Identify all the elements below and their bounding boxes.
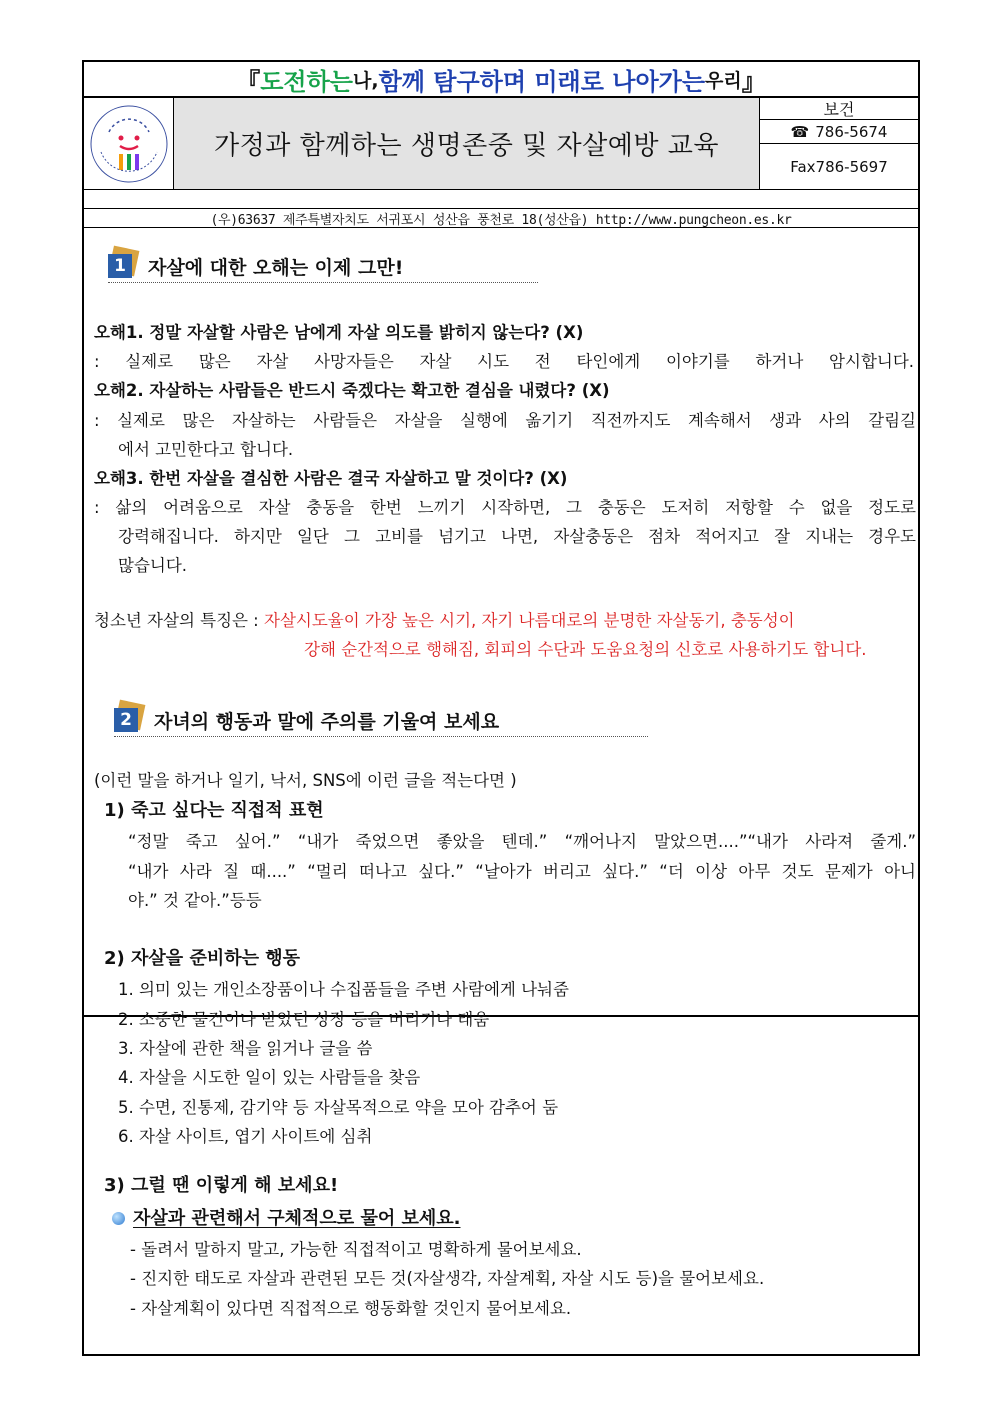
section-1-title: 자살에 대한 오해는 이제 그만! [148, 256, 404, 279]
blue-bullet-icon [112, 1212, 125, 1225]
tip-item: - 자살계획이 있다면 직접적으로 행동화할 것인지 물어보세요. [130, 1299, 572, 1318]
myth-2: 오해2. 자살하는 사람들은 반드시 죽겠다는 확고한 결심을 내렸다? (X) [94, 381, 610, 400]
myth-1: 오해1. 정말 자살할 사람은 남에게 자살 의도를 밝히지 않는다? (X) [94, 323, 584, 342]
answer-2-line-1: : 실제로 많은 자살하는 사람들은 자살을 실행에 옮기기 직전까지도 계속해서 생과 사의 갈림길 [94, 411, 916, 430]
telephone-icon: ☎ [790, 122, 810, 141]
school-motto [84, 62, 918, 98]
department-label: 보건 [760, 98, 918, 120]
prep-behavior-item: 4. 자살을 시도한 일이 있는 사람들을 찾음 [118, 1068, 421, 1087]
direct-expression-line-2: “내가 사라 질 때....” “멀리 떠나고 싶다.” “날아가 버리고 싶다.” “더 이상 아무 것도 문제가 아니 [128, 862, 916, 881]
answer-3-line-3: 많습니다. [118, 556, 188, 575]
motto-part-together: 함께 탐구하며 미래로 나아가는 [378, 67, 706, 96]
section-number-badge [108, 252, 136, 280]
motto-part-us: 우리 [705, 69, 742, 92]
section-2-title: 자녀의 행동과 말에 주의를 기울여 보세요 [154, 710, 500, 733]
subsection-2-title: 2) 자살을 준비하는 행동 [104, 948, 301, 969]
phone-row [760, 120, 918, 144]
answer-1: : 실제로 많은 자살 사망자들은 자살 시도 전 타인에게 이야기를 하거나 암시합니다. [94, 352, 914, 371]
prep-behavior-item: 6. 자살 사이트, 엽기 사이트에 심취 [118, 1127, 373, 1146]
youth-label: 청소년 자살의 특징은 : [94, 611, 264, 630]
answer-3-line-2: 강력해집니다. 하지만 일단 그 고비를 넘기고 나면, 자살충동은 점차 적어지고 잘 지내는 경우도 [118, 527, 916, 546]
motto-open-bracket: 『 [236, 67, 261, 96]
youth-characteristics-line-2: 강해 순간적으로 행해짐, 회피의 수단과 도움요청의 신호로 사용하기도 합니다. [304, 640, 867, 659]
section-1-number: 1 [108, 254, 132, 278]
prep-behavior-item: 1. 의미 있는 개인소장품이나 수집품들을 주변 사람에게 나눠줌 [118, 980, 569, 999]
youth-suicide-characteristics [94, 607, 916, 631]
ask-directly-label: 자살과 관련해서 구체적으로 물어 보세요. [133, 1208, 461, 1229]
answer-2-line-2: 에서 고민한다고 합니다. [118, 440, 294, 459]
direct-expression-line-3: 야.” 것 같아.”등등 [128, 891, 262, 910]
motto-close-bracket: 』 [741, 67, 766, 96]
newsletter-header [84, 98, 918, 190]
tip-item: - 진지한 태도로 자살과 관련된 모든 것(자살생각, 자살계획, 자살 시도 등)을 물어보세요. [130, 1269, 765, 1288]
youth-characteristics-line-1: 자살시도율이 가장 높은 시기, 자기 나름대로의 분명한 자살동기, 충동성이 [264, 611, 795, 630]
section-2-heading [114, 706, 648, 737]
answer-3-line-1: : 삶의 어려움으로 자살 충동을 한번 느끼기 시작하면, 그 충동은 도저히 저항할 수 없을 정도로 [94, 498, 916, 517]
newsletter-title: 가정과 함께하는 생명존중 및 자살예방 교육 [174, 98, 760, 189]
myth-3: 오해3. 한번 자살을 결심한 사람은 결국 자살하고 말 것이다? (X) [94, 469, 568, 488]
tip-item: - 돌려서 말하지 말고, 가능한 직접적이고 명확하게 물어보세요. [130, 1240, 582, 1259]
motto-part-challenge: 도전하는 [260, 67, 353, 96]
school-logo [84, 98, 174, 189]
section-1-heading [108, 252, 538, 283]
contact-info [760, 98, 918, 189]
prep-behavior-item: 2. 소중한 물건이나 받았던 상장 등을 버리기나 태움 [118, 1010, 490, 1029]
subsection-1-title: 1) 죽고 싶다는 직접적 표현 [104, 800, 324, 821]
prep-behavior-item: 3. 자살에 관한 책을 읽거나 글을 씀 [118, 1039, 373, 1058]
fax-number: Fax786-5697 [790, 157, 888, 176]
school-logo-icon [87, 102, 171, 186]
motto-part-me: 나, [352, 69, 379, 92]
section-number-badge [114, 706, 142, 734]
section-2-number: 2 [114, 708, 138, 732]
school-address: (우)63637 제주특별자치도 서귀포시 성산읍 풍천로 18(성산읍) http://www.pungcheon.es.kr [84, 208, 918, 228]
ask-directly-heading [112, 1204, 934, 1230]
direct-expression-line-1: “정말 죽고 싶어.” “내가 죽었으면 좋았을 텐데.” “깨어나지 말았으면....”“내가 사라져 줄게.” [128, 832, 916, 851]
prep-behavior-item: 5. 수면, 진통제, 감기약 등 자살목적으로 약을 모아 감추어 둠 [118, 1098, 559, 1117]
section-2-intro: (이런 말을 하거나 일기, 낙서, SNS에 이런 글을 적는다면 ) [94, 771, 517, 790]
phone-number: 786-5674 [815, 122, 888, 141]
subsection-3-title: 3) 그럴 땐 이렇게 해 보세요! [104, 1175, 339, 1196]
